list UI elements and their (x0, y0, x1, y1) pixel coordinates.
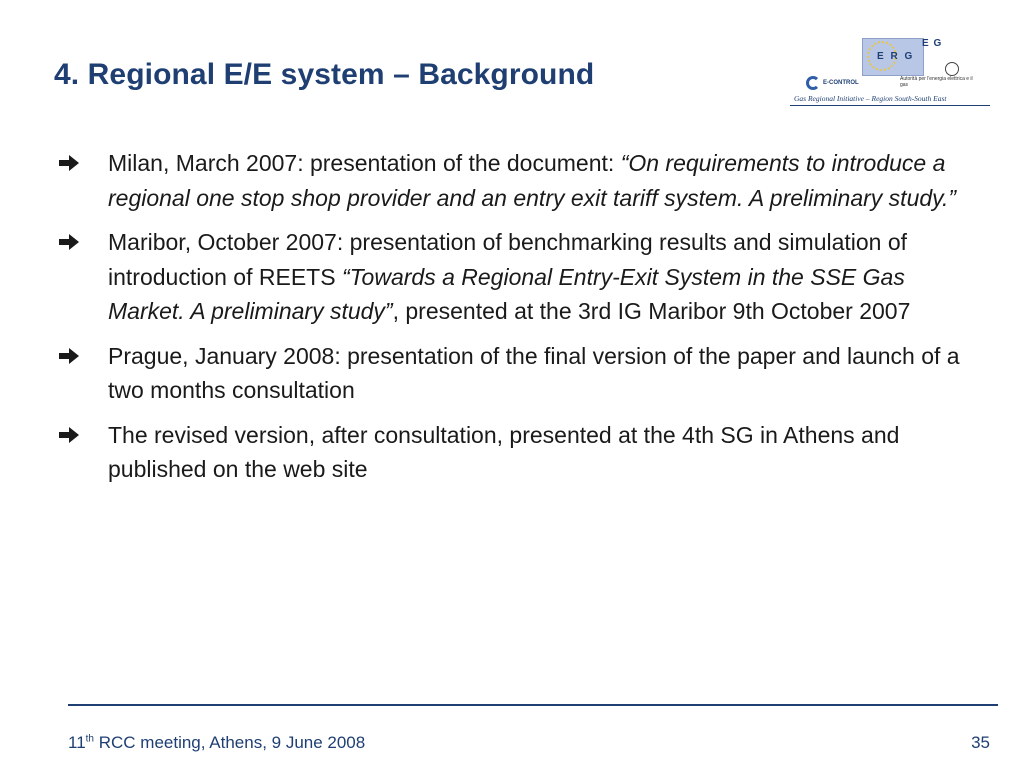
bullet-item (58, 146, 978, 215)
arrow-right-icon (58, 418, 88, 452)
slide-title: 4. Regional E/E system – Background (54, 58, 595, 91)
footer-meeting-text: RCC meeting, Athens, 9 June 2008 (94, 733, 366, 752)
logo-divider (790, 105, 990, 106)
econtrol-logo (806, 76, 859, 90)
bullet-item (58, 339, 978, 408)
bullet-text: Prague, January 2008: presentation of the final version of the paper and launch of a two months consultation (108, 342, 960, 403)
bullet-item (58, 225, 978, 329)
footer-meeting (68, 733, 365, 753)
bullet-text: Maribor, October 2007: presentation of benchmarking results and simulation of introduction of REETS (108, 229, 908, 290)
ergeg-logo-text: E R G (877, 51, 915, 62)
footer-meeting-number: 11 (68, 733, 86, 752)
footer-divider (68, 704, 998, 706)
arrow-right-icon (58, 225, 88, 259)
bullet-list (58, 146, 978, 497)
page-number: 35 (971, 733, 990, 752)
arrow-right-icon (58, 146, 88, 180)
econtrol-label: E-CONTROL (823, 80, 859, 86)
bullet-text: The revised version, after consultation, presented at the 4th SG in Athens and published on the web site (108, 421, 900, 482)
italian-emblem-icon (945, 62, 959, 76)
authority-label: Autorità per l'energia elettrica e il gas (900, 76, 973, 88)
bullet-text-italic: “Towards a Regional Entry-Exit System in the SSE Gas Market. A preliminary study” (108, 263, 905, 324)
bullet-text: , presented at the 3rd IG Maribor 9th October 2007 (392, 298, 911, 324)
footer-meeting-suffix: th (85, 733, 94, 745)
econtrol-icon (806, 76, 820, 90)
bullet-item (58, 418, 978, 487)
ergeg-logo (862, 38, 924, 76)
ergeg-logo-suffix: E G (922, 38, 943, 49)
logo-area (780, 34, 1000, 114)
gas-initiative-label: Gas Regional Initiative – Region South-South East (794, 94, 947, 103)
bullet-text-italic: “On requirements to introduce a regional one stop shop provider and an entry exit tariff system. A preliminary study.” (108, 150, 956, 211)
bullet-text: Milan, March 2007: presentation of the document: (108, 150, 621, 176)
arrow-right-icon (58, 339, 88, 373)
